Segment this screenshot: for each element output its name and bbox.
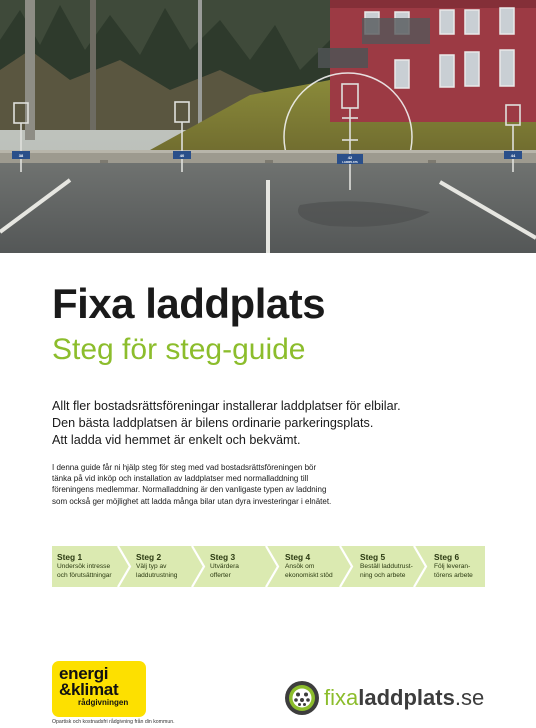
step-desc: Utvärdera — [210, 563, 239, 570]
page-subtitle: Steg för steg-guide — [52, 333, 306, 366]
post-label-4: 44 — [510, 153, 516, 158]
body-line: I denna guide får ni hjälp steg för steg med vad bostadsrättsföreningen bör — [52, 463, 317, 472]
wordmark-part: fixa — [324, 685, 359, 710]
logo-line: rådgivningen — [78, 698, 129, 707]
logo-tagline: Opartisk och kostnadsfri rådgivning från din kommun. — [52, 719, 175, 725]
post-label-2: 40 — [179, 153, 185, 158]
energi-klimat-logo — [52, 661, 146, 717]
step-desc: och förutsättningar — [57, 571, 112, 579]
step-1 — [57, 552, 127, 580]
body-line: föreningens medlemmar. Normalladdning är den vanligaste typen av laddning — [52, 485, 327, 495]
wordmark-part: .se — [454, 685, 485, 710]
step-title: Steg 3 — [210, 552, 236, 562]
fixaladdplats-logo — [285, 679, 490, 719]
step-2 — [136, 552, 206, 580]
step-desc: Beställ laddutrust- — [360, 563, 413, 570]
lead-line: Allt fler bostadsrättsföreningar installerar laddplatser för elbilar. — [52, 399, 401, 413]
step-4 — [285, 552, 355, 580]
body-line: tänka på vid inköp och installation av laddplatser med normalladdning till — [52, 474, 309, 484]
step-title: Steg 6 — [434, 552, 460, 562]
step-6 — [434, 552, 504, 580]
step-desc: Undersök intresse — [57, 563, 111, 570]
logo-line: &klimat — [59, 680, 119, 699]
page-title: Fixa laddplats — [52, 280, 326, 327]
lead-paragraph — [52, 398, 492, 449]
step-desc: laddutrustning — [136, 571, 178, 579]
logo-line: energi — [59, 664, 109, 683]
hero-photo — [0, 0, 536, 253]
step-5 — [360, 552, 430, 580]
post-label-3: 42 — [347, 155, 353, 160]
step-desc: offerter — [210, 571, 231, 579]
body-paragraph — [52, 462, 492, 507]
step-3 — [210, 552, 280, 580]
step-title: Steg 5 — [360, 552, 386, 562]
step-desc: törens arbete — [434, 571, 473, 579]
body-line: som också ger möjlighet att ladda många bilar utan dyra investeringar i elnätet. — [52, 496, 332, 506]
step-title: Steg 1 — [57, 552, 83, 562]
step-desc: Följ leveran- — [434, 563, 471, 570]
wordmark-part: laddplats — [358, 685, 455, 710]
post-sign-text: LADDPLATS — [342, 161, 358, 164]
step-title: Steg 2 — [136, 552, 162, 562]
post-label-1: 38 — [18, 153, 24, 158]
lead-line: Att ladda vid hemmet är enkelt och bekvämt. — [52, 433, 301, 447]
steps-bar — [52, 546, 485, 587]
step-title: Steg 4 — [285, 552, 311, 562]
fixaladdplats-wordmark — [324, 684, 484, 712]
step-desc: Välj typ av — [136, 563, 167, 570]
charging-plug-icon — [285, 681, 319, 715]
parking-lot-illustration — [0, 0, 536, 253]
step-desc: Ansök om — [285, 563, 315, 570]
step-desc: ekonomiskt stöd — [285, 571, 333, 579]
step-desc: ning och arbete — [360, 571, 406, 579]
lead-line: Den bästa laddplatsen är bilens ordinarie parkeringsplats. — [52, 416, 374, 430]
